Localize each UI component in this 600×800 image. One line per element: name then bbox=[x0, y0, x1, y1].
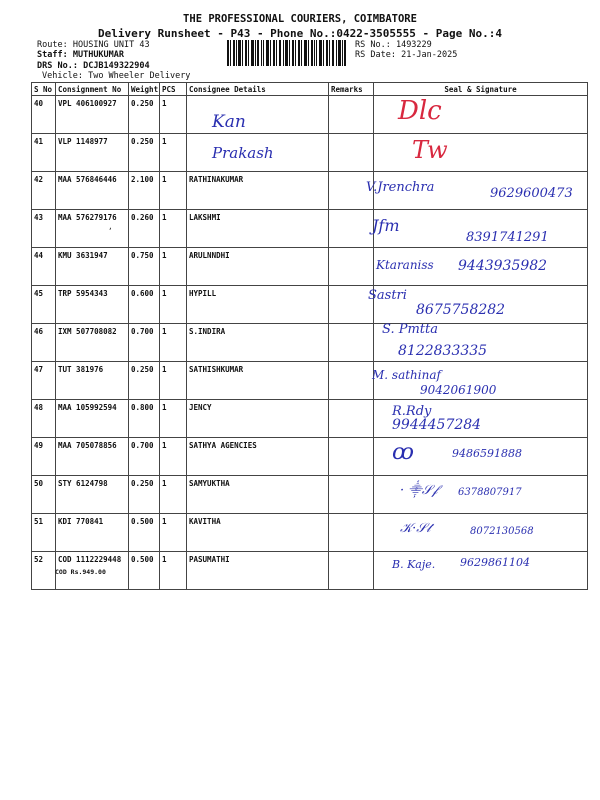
cell-pcs: 1 bbox=[160, 400, 187, 438]
cell-consignment: KDI 770841 bbox=[56, 514, 129, 552]
col-header-weight: Weight bbox=[129, 83, 160, 96]
cell-sno: 43 bbox=[32, 210, 56, 248]
cell-pcs: 1 bbox=[160, 248, 187, 286]
handwritten-phone: 6378807917 bbox=[458, 487, 522, 498]
cell-weight: 0.700 bbox=[129, 324, 160, 362]
handwritten-signature: Tw bbox=[412, 136, 448, 164]
cell-consignment: KMU 3631947 bbox=[56, 248, 129, 286]
cell-remarks bbox=[329, 552, 374, 590]
cell-consignment: VLP 1148977 bbox=[56, 134, 129, 172]
cell-sno: 46 bbox=[32, 324, 56, 362]
cell-consignment: COD 1112229448 bbox=[56, 552, 129, 590]
cell-pcs: 1 bbox=[160, 172, 187, 210]
cell-remarks bbox=[329, 134, 374, 172]
table-header-row bbox=[32, 83, 588, 96]
cell-sno: 48 bbox=[32, 400, 56, 438]
handwritten-name: Kan bbox=[212, 112, 246, 132]
rs-date-line bbox=[355, 50, 457, 61]
cell-sno: 50 bbox=[32, 476, 56, 514]
handwritten-phone: 9042061900 bbox=[420, 383, 497, 397]
cell-consignee: SAMYUKTHA bbox=[187, 476, 329, 514]
vehicle-line bbox=[42, 71, 190, 82]
route-label: Route: bbox=[37, 40, 68, 50]
handwritten-phone: 9629600473 bbox=[490, 186, 573, 201]
col-header-pcs: PCS bbox=[160, 83, 187, 96]
cell-consignee: KAVITHA bbox=[187, 514, 329, 552]
cell-pcs: 1 bbox=[160, 134, 187, 172]
cell-remarks bbox=[329, 324, 374, 362]
handwritten-signature: R.Rdy bbox=[392, 404, 432, 419]
cell-sno: 51 bbox=[32, 514, 56, 552]
cell-pcs: 1 bbox=[160, 552, 187, 590]
handwritten-phone: 9443935982 bbox=[458, 258, 548, 274]
staff-value: MUTHUKUMAR bbox=[72, 50, 125, 60]
handwritten-signature: Ktaraniss bbox=[376, 258, 434, 272]
cell-weight: 0.700 bbox=[129, 438, 160, 476]
barcode bbox=[227, 40, 347, 66]
cell-remarks bbox=[329, 286, 374, 324]
cell-weight: 2.100 bbox=[129, 172, 160, 210]
handwritten-signature: V.Jrenchra bbox=[366, 180, 435, 195]
table-row bbox=[32, 134, 588, 172]
cell-consignee: SATHYA AGENCIES bbox=[187, 438, 329, 476]
handwritten-phone: 8072130568 bbox=[470, 526, 534, 537]
cell-consignment: MAA 105992594 bbox=[56, 400, 129, 438]
cell-consignee: PASUMATHI bbox=[187, 552, 329, 590]
cell-consignment: MAA 576279176 bbox=[56, 210, 129, 248]
cell-pcs: 1 bbox=[160, 96, 187, 134]
cell-remarks bbox=[329, 248, 374, 286]
handwritten-signature: M. sathinaf bbox=[372, 368, 441, 382]
cell-pcs: 1 bbox=[160, 476, 187, 514]
cell-sno: 52 bbox=[32, 552, 56, 590]
cell-weight: 0.250 bbox=[129, 476, 160, 514]
cell-weight: 0.250 bbox=[129, 134, 160, 172]
cell-consignee: S.INDIRA bbox=[187, 324, 329, 362]
handwritten-phone: 8122833335 bbox=[398, 343, 488, 359]
vehicle-label: Vehicle: bbox=[42, 71, 83, 81]
cell-pcs: 1 bbox=[160, 438, 187, 476]
cell-remarks bbox=[329, 362, 374, 400]
cell-signature bbox=[374, 134, 588, 172]
cell-consignee: JENCY bbox=[187, 400, 329, 438]
handwritten-phone: 9629861104 bbox=[460, 556, 530, 569]
handwritten-signature: B. Kaje. bbox=[392, 558, 436, 571]
cell-consignee: HYPILL bbox=[187, 286, 329, 324]
cell-remarks bbox=[329, 400, 374, 438]
cell-sno: 47 bbox=[32, 362, 56, 400]
handwritten-phone: 9944457284 bbox=[392, 417, 482, 433]
rs-no-value: 1493229 bbox=[395, 40, 432, 50]
drs-label: DRS No.: bbox=[37, 61, 78, 71]
cell-consignee: RATHINAKUMAR bbox=[187, 172, 329, 210]
staff-line bbox=[37, 50, 124, 61]
handwritten-signature: 𝒦·𝒮𝓉 bbox=[400, 521, 431, 536]
table-row bbox=[32, 96, 588, 134]
vehicle-value: Two Wheeler Delivery bbox=[88, 71, 191, 81]
cell-weight: 0.800 bbox=[129, 400, 160, 438]
table-row bbox=[32, 324, 588, 362]
cell-sno: 45 bbox=[32, 286, 56, 324]
cell-consignment: TUT 381976 bbox=[56, 362, 129, 400]
cell-remarks bbox=[329, 438, 374, 476]
cell-consignment: MAA 576846446 bbox=[56, 172, 129, 210]
cell-remarks bbox=[329, 96, 374, 134]
route-value: HOUSING UNIT 43 bbox=[72, 40, 150, 50]
cell-consignment: STY 6124798 bbox=[56, 476, 129, 514]
cell-weight: 0.250 bbox=[129, 362, 160, 400]
handwritten-signature: Jfm bbox=[372, 216, 400, 235]
runsheet-table bbox=[31, 82, 588, 590]
drs-value: DCJB149322904 bbox=[83, 61, 150, 71]
cell-weight: 0.500 bbox=[129, 514, 160, 552]
table-row bbox=[32, 400, 588, 438]
cell-pcs: 1 bbox=[160, 286, 187, 324]
cell-weight: 0.750 bbox=[129, 248, 160, 286]
handwritten-signature: S. Pmtta bbox=[382, 322, 438, 337]
cell-sno: 40 bbox=[32, 96, 56, 134]
handwritten-signature: · ⸎𝒮𝒻 bbox=[400, 483, 438, 498]
cell-weight: 0.500 bbox=[129, 552, 160, 590]
rs-no-label: RS No.: bbox=[355, 40, 391, 50]
pen-mark: , bbox=[108, 222, 113, 231]
cell-consignee bbox=[187, 96, 329, 134]
cell-sno: 49 bbox=[32, 438, 56, 476]
cell-sno: 44 bbox=[32, 248, 56, 286]
runsheet-title: Delivery Runsheet - P43 - Phone No.:0422-3505555 - Page No.:4 bbox=[98, 27, 502, 40]
cell-consignee: LAKSHMI bbox=[187, 210, 329, 248]
handwritten-signature: Sastri bbox=[368, 288, 407, 303]
company-title: THE PROFESSIONAL COURIERS, COIMBATORE bbox=[183, 13, 417, 25]
cell-remarks bbox=[329, 476, 374, 514]
handwritten-phone: 9486591888 bbox=[452, 447, 522, 460]
cell-weight: 0.260 bbox=[129, 210, 160, 248]
handwritten-phone: 8675758282 bbox=[416, 302, 506, 318]
cell-pcs: 1 bbox=[160, 514, 187, 552]
col-header-signature: Seal & Signature bbox=[374, 83, 588, 96]
staff-label: Staff: bbox=[37, 50, 68, 60]
cell-sno: 41 bbox=[32, 134, 56, 172]
rs-date-value: 21-Jan-2025 bbox=[401, 50, 458, 60]
cell-consignment: VPL 406100927 bbox=[56, 96, 129, 134]
col-header-consignment: Consignment No bbox=[56, 83, 129, 96]
handwritten-signature: ꝏ bbox=[392, 440, 414, 465]
cell-consignee: ARULNNDHI bbox=[187, 248, 329, 286]
cod-amount-note: COD Rs.949.00 bbox=[55, 568, 106, 576]
cell-consignment: MAA 705078856 bbox=[56, 438, 129, 476]
cell-remarks bbox=[329, 514, 374, 552]
cell-weight: 0.600 bbox=[129, 286, 160, 324]
cell-weight: 0.250 bbox=[129, 96, 160, 134]
col-header-consignee: Consignee Details bbox=[187, 83, 329, 96]
col-header-sno: S No bbox=[32, 83, 56, 96]
cell-sno: 42 bbox=[32, 172, 56, 210]
handwritten-name: Prakash bbox=[212, 144, 274, 162]
cell-consignee: SATHISHKUMAR bbox=[187, 362, 329, 400]
cell-consignment: TRP 5954343 bbox=[56, 286, 129, 324]
rs-date-label: RS Date: bbox=[355, 50, 396, 60]
table-row bbox=[32, 362, 588, 400]
cell-consignment: IXM 507708082 bbox=[56, 324, 129, 362]
handwritten-phone: 8391741291 bbox=[466, 230, 549, 245]
cell-pcs: 1 bbox=[160, 324, 187, 362]
handwritten-signature: Dlc bbox=[398, 96, 442, 126]
cell-remarks bbox=[329, 210, 374, 248]
cell-pcs: 1 bbox=[160, 362, 187, 400]
col-header-remarks: Remarks bbox=[329, 83, 374, 96]
cell-pcs: 1 bbox=[160, 210, 187, 248]
